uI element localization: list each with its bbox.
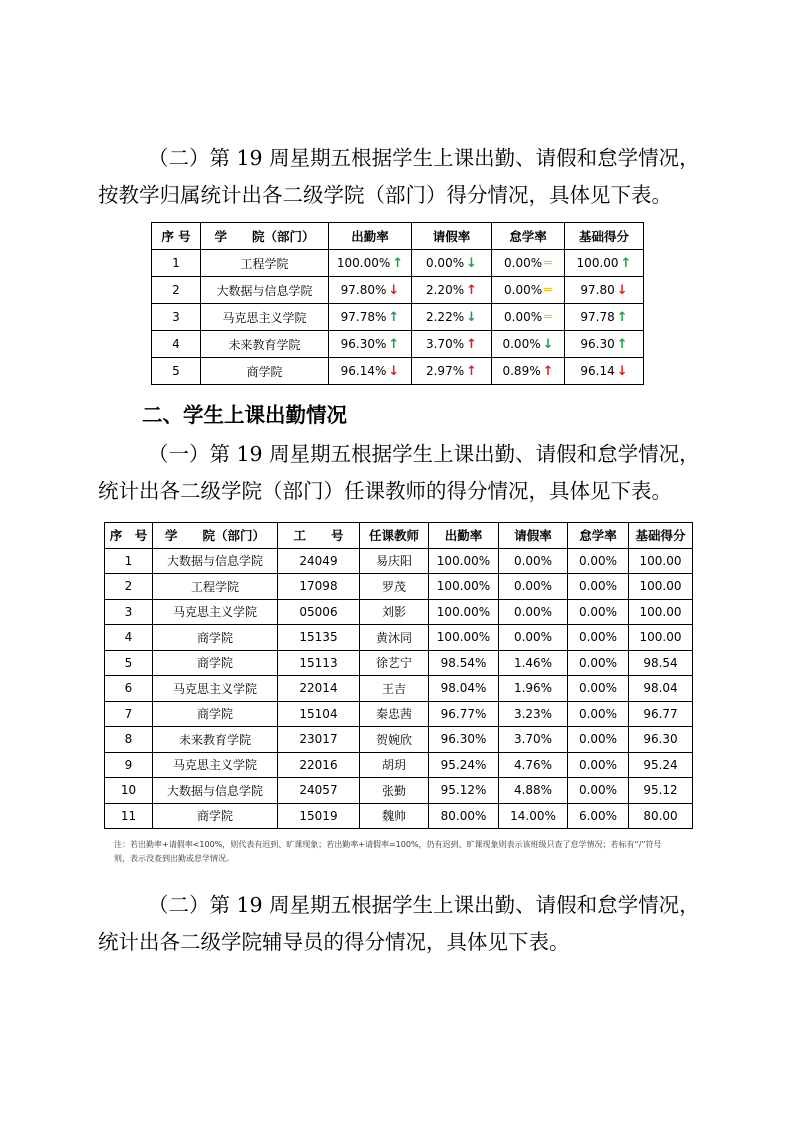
table-row [105,803,693,829]
cell-score: 100.00 [629,548,693,574]
cell-college-value: 马克思主义学院 [222,310,307,325]
arrow-up-icon: ↑ [542,363,554,379]
cell-college: 马克思主义学院 [153,599,278,625]
cell-college [201,277,329,304]
cell-attendance-value: 96.30% [340,336,387,351]
section-b-line1: （一）第 19 周星期五根据学生上课出勤、请假和怠学情况， [148,442,700,466]
section-b-line2: 统计出各二级学院（部门）任课教师的得分情况，具体见下表。 [98,479,672,503]
cell-college-value: 未来教育学院 [228,337,301,352]
cell-truancy: 0.00% [568,650,629,676]
cell-teacher: 易庆阳 [360,548,429,574]
cell-truancy: 0.00% [568,574,629,600]
cell-score: 100.00 [629,625,693,651]
college-score-table [151,222,644,385]
cell-score-value: 100.00 [576,255,619,270]
cell-score-value: 96.30 [580,336,615,351]
cell-index: 9 [105,752,153,778]
table-row [105,599,693,625]
cell-college: 商学院 [153,650,278,676]
cell-staff-id: 17098 [278,574,360,600]
cell-attendance: 98.04% [429,676,499,702]
cell-truancy: 0.00% [568,548,629,574]
arrow-up-icon: ↑ [388,336,400,352]
cell-leave: 4.76% [499,752,568,778]
cell-leave [412,277,492,304]
cell-college: 大数据与信息学院 [153,778,278,804]
arrow-up-icon: ↑ [392,255,404,271]
cell-index-value: 1 [172,256,180,270]
table-row [105,701,693,727]
cell-index: 7 [105,701,153,727]
table-row [152,250,644,277]
cell-truancy [492,277,565,304]
cell-staff-id: 22016 [278,752,360,778]
cell-index-value: 4 [172,337,180,351]
col-header-college: 学 院（部门） [201,223,329,250]
cell-truancy: 0.00% [568,727,629,753]
col-header-truancy: 怠学率 [568,523,629,549]
cell-staff-id: 15113 [278,650,360,676]
cell-index: 4 [105,625,153,651]
table-row [105,752,693,778]
cell-attendance: 95.24% [429,752,499,778]
cell-leave: 0.00% [499,574,568,600]
arrow-down-icon: ↓ [466,255,478,271]
cell-college: 马克思主义学院 [153,676,278,702]
cell-college [201,358,329,385]
footnote-line1: 注：若出勤率+请假率<100%，则代表有迟到、旷课现象；若出勤率+请假率=100%，仍有迟到、旷课现象则表示该班级只查了怠学情况；若标有“/”符号 [114,840,662,849]
cell-truancy: 6.00% [568,803,629,829]
cell-staff-id: 15135 [278,625,360,651]
cell-truancy-value: 0.00% [502,336,541,351]
section-c-line2: 统计出各二级学院辅导员的得分情况，具体见下表。 [98,930,570,954]
arrow-down-icon: ↓ [388,282,400,298]
arrow-up-icon: ↑ [466,363,478,379]
cell-score-value: 97.80 [580,282,615,297]
cell-truancy-value: 0.00% [504,255,543,270]
cell-teacher: 黄沐同 [360,625,429,651]
table-row [105,625,693,651]
section-a-line2: 按教学归属统计出各二级学院（部门）得分情况，具体见下表。 [98,183,672,207]
cell-index: 10 [105,778,153,804]
cell-index: 6 [105,676,153,702]
cell-index [152,250,201,277]
cell-attendance: 100.00% [429,625,499,651]
teacher-score-table [104,522,693,829]
cell-attendance: 96.77% [429,701,499,727]
cell-college: 工程学院 [153,574,278,600]
arrow-up-icon: ↑ [388,309,400,325]
cell-attendance [329,277,412,304]
cell-truancy: 0.00% [568,701,629,727]
cell-teacher: 张勤 [360,778,429,804]
cell-staff-id: 15104 [278,701,360,727]
table-row [105,778,693,804]
cell-teacher: 秦忠茜 [360,701,429,727]
cell-college: 商学院 [153,803,278,829]
cell-index [152,358,201,385]
cell-teacher: 罗茂 [360,574,429,600]
arrow-up-icon: ↑ [466,282,478,298]
footnote-line2: 则，表示没查到出勤或怠学情况。 [114,854,234,863]
cell-attendance-value: 97.78% [340,309,387,324]
cell-college-value: 工程学院 [240,256,289,271]
cell-index: 3 [105,599,153,625]
cell-score-value: 97.78 [580,309,615,324]
cell-leave: 0.00% [499,599,568,625]
arrow-down-icon: ↓ [466,309,478,325]
cell-score [565,358,644,385]
cell-college: 未来教育学院 [153,727,278,753]
cell-score [565,331,644,358]
cell-score-value: 96.14 [580,363,615,378]
cell-index: 1 [105,548,153,574]
cell-staff-id: 22014 [278,676,360,702]
cell-score: 100.00 [629,599,693,625]
cell-attendance-value: 96.14% [340,363,387,378]
table-row [105,574,693,600]
cell-index-value: 2 [172,283,180,297]
cell-college: 马克思主义学院 [153,752,278,778]
cell-teacher: 王吉 [360,676,429,702]
cell-attendance-value: 97.80% [340,282,387,297]
cell-leave [412,250,492,277]
cell-college [201,331,329,358]
table-row [105,676,693,702]
cell-score: 100.00 [629,574,693,600]
cell-attendance: 100.00% [429,599,499,625]
cell-attendance: 95.12% [429,778,499,804]
arrow-down-icon: ↓ [616,363,628,379]
cell-index: 8 [105,727,153,753]
cell-truancy: 0.00% [568,778,629,804]
cell-score: 95.12 [629,778,693,804]
table-row [152,331,644,358]
arrow-down-icon: ↓ [542,336,554,352]
cell-staff-id: 05006 [278,599,360,625]
cell-attendance [329,358,412,385]
cell-leave: 0.00% [499,548,568,574]
cell-score: 96.77 [629,701,693,727]
equal-icon: ═ [544,255,552,271]
cell-leave: 1.46% [499,650,568,676]
cell-index [152,331,201,358]
table-footnote [114,838,694,866]
arrow-down-icon: ↓ [388,363,400,379]
col-header-leave: 请假率 [412,223,492,250]
cell-index: 11 [105,803,153,829]
section-heading-2: 二、学生上课出勤情况 [142,403,347,427]
cell-leave-value: 0.00% [425,255,465,270]
cell-attendance [329,331,412,358]
table-header-row [152,223,644,250]
cell-teacher: 徐艺宁 [360,650,429,676]
cell-staff-id: 24049 [278,548,360,574]
col-header-index: 序 号 [152,223,201,250]
col-header-truancy: 怠学率 [492,223,565,250]
cell-college [201,250,329,277]
cell-truancy: 0.00% [568,625,629,651]
cell-index [152,277,201,304]
cell-college-value: 商学院 [246,364,283,379]
equal-icon: ═ [544,282,552,298]
cell-index: 2 [105,574,153,600]
col-header-attendance: 出勤率 [329,223,412,250]
col-header-score: 基础得分 [629,523,693,549]
cell-college: 商学院 [153,701,278,727]
cell-attendance: 80.00% [429,803,499,829]
col-header-index: 序 号 [105,523,153,549]
cell-score [565,250,644,277]
cell-leave: 3.23% [499,701,568,727]
cell-score: 96.30 [629,727,693,753]
cell-attendance: 100.00% [429,548,499,574]
col-header-leave: 请假率 [499,523,568,549]
cell-leave: 3.70% [499,727,568,753]
table-row [105,727,693,753]
section-c-line1: （二）第 19 周星期五根据学生上课出勤、请假和怠学情况， [148,893,700,917]
cell-staff-id: 23017 [278,727,360,753]
table-row [152,277,644,304]
cell-truancy [492,331,565,358]
cell-truancy: 0.00% [568,676,629,702]
cell-index-value: 3 [172,310,180,324]
cell-leave-value: 2.97% [425,363,465,378]
cell-truancy [492,358,565,385]
cell-teacher: 刘影 [360,599,429,625]
cell-score [565,277,644,304]
cell-teacher: 魏帅 [360,803,429,829]
table-row [105,650,693,676]
cell-attendance-value: 100.00% [336,255,391,270]
cell-attendance [329,250,412,277]
cell-leave-value: 3.70% [425,336,465,351]
cell-staff-id: 15019 [278,803,360,829]
cell-truancy-value: 0.00% [504,309,543,324]
cell-college: 商学院 [153,625,278,651]
cell-teacher: 胡玥 [360,752,429,778]
cell-leave: 1.96% [499,676,568,702]
col-header-attendance: 出勤率 [429,523,499,549]
cell-score [565,304,644,331]
cell-truancy: 0.00% [568,599,629,625]
table-row [105,548,693,574]
cell-leave: 4.88% [499,778,568,804]
cell-attendance: 98.54% [429,650,499,676]
cell-index [152,304,201,331]
equal-icon: ═ [544,309,552,325]
col-header-college: 学 院（部门） [153,523,278,549]
cell-leave-value: 2.20% [425,282,465,297]
cell-attendance: 96.30% [429,727,499,753]
cell-index: 5 [105,650,153,676]
cell-college: 大数据与信息学院 [153,548,278,574]
arrow-down-icon: ↓ [616,282,628,298]
cell-leave [412,358,492,385]
cell-index-value: 5 [172,364,180,378]
cell-score: 95.24 [629,752,693,778]
table-header-row [105,523,693,549]
cell-leave: 0.00% [499,625,568,651]
col-header-staff-id: 工 号 [278,523,360,549]
cell-leave [412,331,492,358]
cell-truancy-value: 0.00% [504,282,543,297]
cell-college-value: 大数据与信息学院 [216,283,313,298]
cell-truancy [492,304,565,331]
arrow-up-icon: ↑ [616,309,628,325]
arrow-up-icon: ↑ [616,336,628,352]
cell-leave: 14.00% [499,803,568,829]
cell-leave-value: 2.22% [425,309,465,324]
cell-score: 98.54 [629,650,693,676]
arrow-up-icon: ↑ [620,255,632,271]
cell-truancy [492,250,565,277]
cell-college [201,304,329,331]
cell-score: 98.04 [629,676,693,702]
table-row [152,304,644,331]
col-header-teacher: 任课教师 [360,523,429,549]
section-a-line1: （二）第 19 周星期五根据学生上课出勤、请假和怠学情况， [148,146,700,170]
table-row [152,358,644,385]
cell-score: 80.00 [629,803,693,829]
cell-truancy-value: 0.89% [502,363,541,378]
col-header-score: 基础得分 [565,223,644,250]
cell-teacher: 贺婉欣 [360,727,429,753]
cell-attendance: 100.00% [429,574,499,600]
cell-leave [412,304,492,331]
arrow-up-icon: ↑ [466,336,478,352]
cell-staff-id: 24057 [278,778,360,804]
cell-attendance [329,304,412,331]
cell-truancy: 0.00% [568,752,629,778]
